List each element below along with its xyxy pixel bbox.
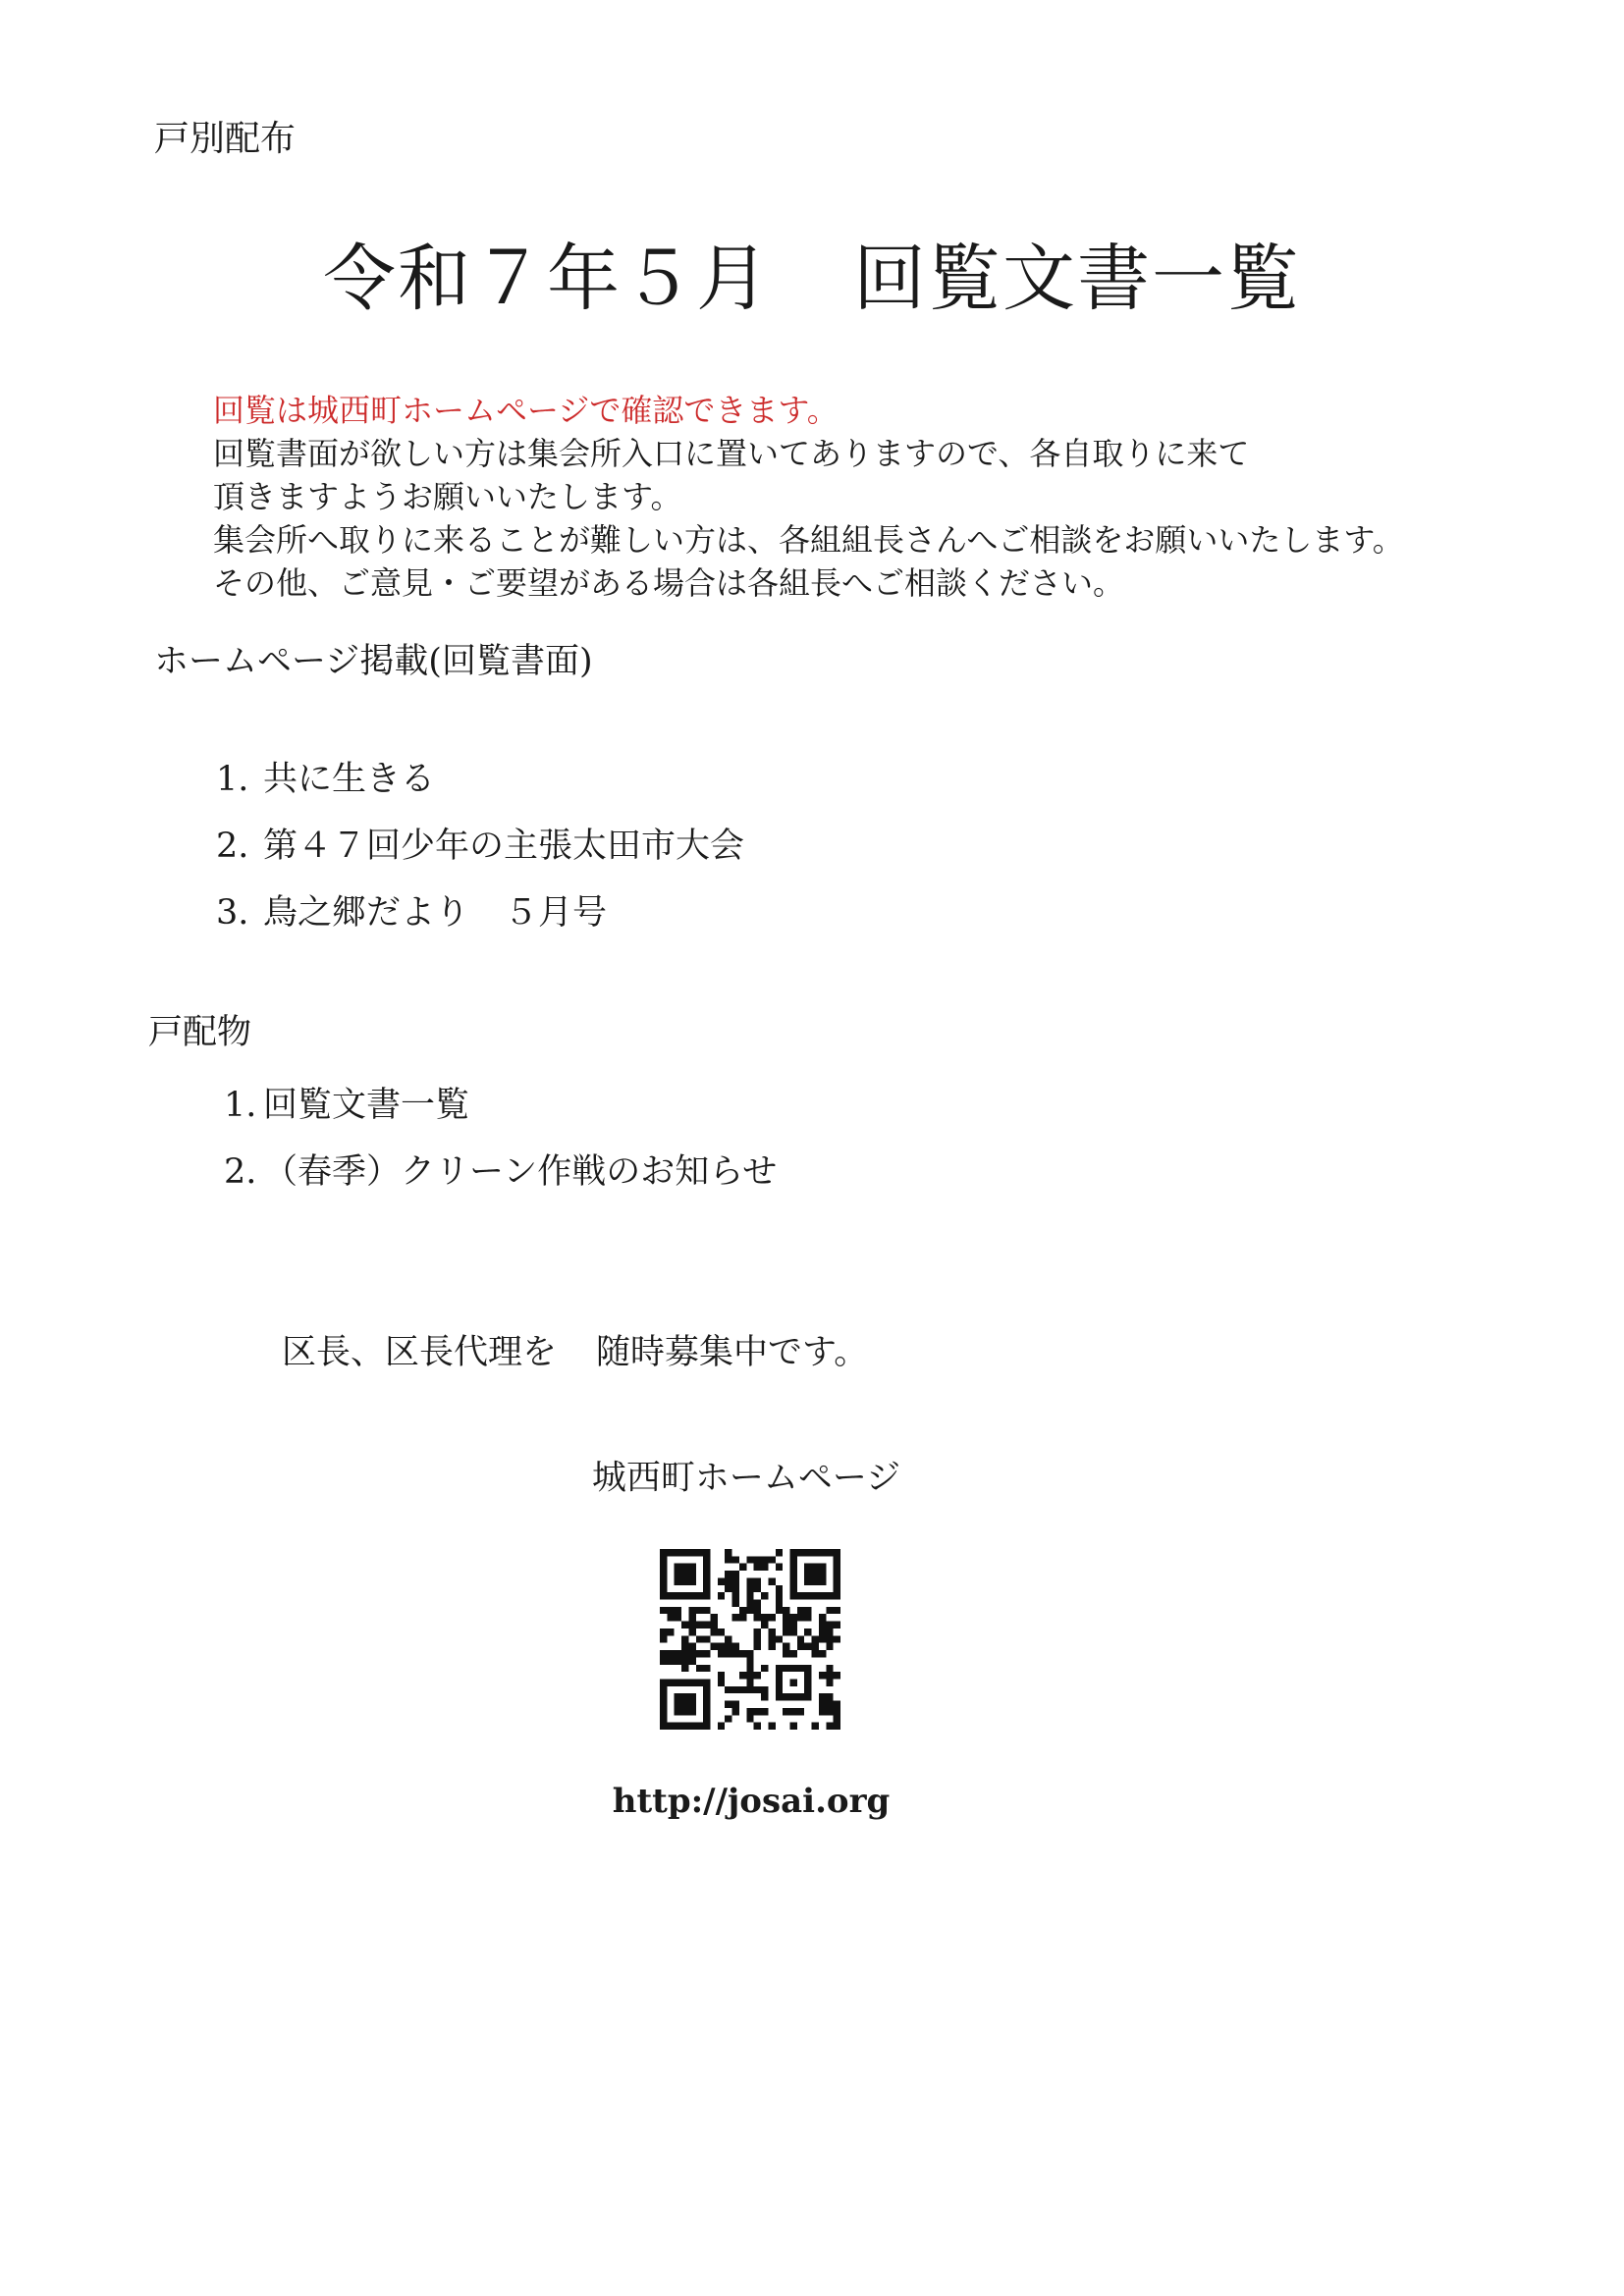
list-item bbox=[224, 1072, 777, 1139]
list-item-number: 1. bbox=[216, 760, 249, 799]
recruitment-part2: 随時募集中です。 bbox=[596, 1333, 869, 1372]
recruitment-notice bbox=[282, 1329, 868, 1376]
notice-line: 頂きますようお願いいたします。 bbox=[213, 478, 682, 515]
list-item-number: 2. bbox=[216, 827, 249, 866]
page-title bbox=[0, 232, 1624, 326]
door-item-list bbox=[224, 1072, 777, 1205]
list-item-text: 鳥之郷だより ５月号 bbox=[263, 893, 608, 933]
list-item bbox=[216, 813, 744, 880]
notice-line-red: 回覧は城西町ホームページで確認できます。 bbox=[213, 392, 839, 429]
list-item-text: （春季）クリーン作戦のお知らせ bbox=[263, 1152, 778, 1192]
door-section-heading: 戸配物 bbox=[148, 1013, 252, 1052]
notice-line: 回覧書面が欲しい方は集会所入口に置いてありますので、各自取りに来て bbox=[213, 435, 1250, 472]
qr-code-icon bbox=[660, 1549, 840, 1730]
list-item bbox=[224, 1139, 777, 1205]
list-item bbox=[216, 880, 744, 946]
qr-label: 城西町ホームページ bbox=[591, 1459, 901, 1498]
notice-line: その他、ご意見・ご要望がある場合は各組長へご相談ください。 bbox=[213, 564, 1125, 602]
list-item-text: 第４７回少年の主張太田市大会 bbox=[263, 827, 745, 866]
list-item-number: 1. bbox=[224, 1086, 257, 1125]
list-item-number: 3. bbox=[216, 893, 249, 933]
homepage-section-heading: ホームページ掲載(回覧書面) bbox=[154, 642, 593, 681]
distribution-label: 戸別配布 bbox=[154, 119, 297, 159]
notice-block bbox=[213, 389, 1404, 605]
list-item-text: 共に生きる bbox=[263, 760, 436, 799]
title-main: 回覧文書一覧 bbox=[853, 237, 1301, 321]
homepage-item-list bbox=[216, 746, 744, 946]
title-date: 令和７年５月 bbox=[323, 237, 771, 321]
list-item-text: 回覧文書一覧 bbox=[263, 1086, 470, 1125]
notice-line: 集会所へ取りに来ることが難しい方は、各組組長さんへご相談をお願いいたします。 bbox=[213, 521, 1404, 559]
list-item bbox=[216, 746, 744, 813]
recruitment-part1: 区長、区長代理を bbox=[282, 1333, 558, 1372]
list-item-number: 2. bbox=[224, 1152, 257, 1192]
website-url: http://josai.org bbox=[612, 1782, 891, 1821]
